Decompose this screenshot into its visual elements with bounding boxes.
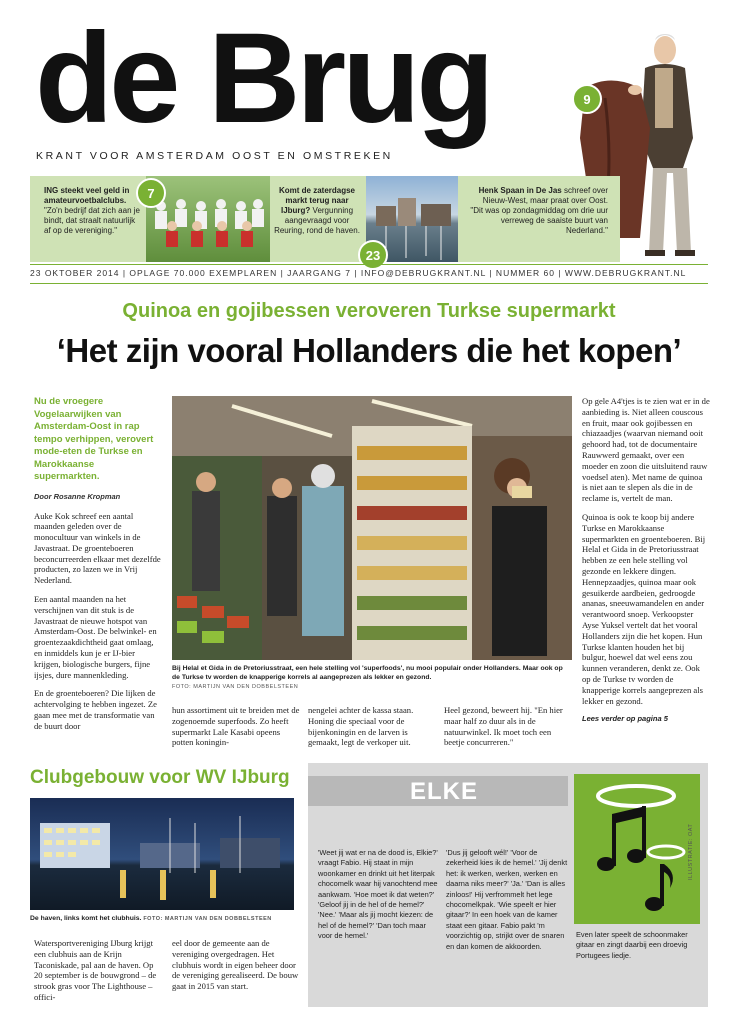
page-badge-23[interactable]: 23	[358, 240, 388, 270]
teaser-henk-spaan[interactable]	[470, 186, 608, 236]
teaser-ing-bold: ING steekt veel geld in amateurvoetbalclubs.	[44, 186, 130, 205]
harbour-caption-text: De haven, links komt het clubhuis.	[30, 915, 142, 922]
elke-col1: 'Weet jij wat er na de dood is, Elkie?' vraagt Fabio. Hij staat in mijn woonkamer en drinkt uit het literpak chocomelk waar hij vanochtend mee aankwam. 'Hoe moet ik dat weten?' 'Geloof jij in de hel of de hemel?' 'Nee.' 'Maar als jij mocht kiezen: de hel of de hemel?' 'Dan toch maar voor de hemel.'	[318, 848, 438, 941]
infobar-bottom-rule	[30, 283, 708, 284]
read-more-link[interactable]: Lees verder op pagina 5	[582, 714, 668, 724]
article-col1-p1: Auke Kok schreef een aantal maanden geleden over de monocultuur van winkels in de Javastraat. De groenteboeren beconcurreerden elkaar met dezelfde producten, zo lazen we in Vrij Nederland.	[34, 510, 161, 586]
article-headline[interactable]: ‘Het zijn vooral Hollanders die het kopen’	[56, 332, 682, 369]
article-col1-p2: Een aantal maanden na het verschijnen van dit stuk is de Javastraat de nieuwe hotspot van Amsterdam-Oost. De belwinkel- en groentezaakdichtheid gaat omlaag, en inmiddels kun je er IJ-bier krijgen, biologische burgers, fijne ijsjes, dure mannenkleding.	[34, 594, 157, 680]
teaser-henk-bold: Henk Spaan in De Jas	[478, 186, 562, 195]
article-col3: nengelei achter de kassa staan. Honing die speciaal voor de bijenkoningin en de larven is gemaakt, legt de verkoper uit.	[308, 705, 414, 748]
club-col1: Watersportvereniging IJburg krijgt een clubhuis aan de Krijn Taconiskade, pal aan de haven. Op 20 september is de bouwgrond – de strook gras voor The Lighthouse – offici-	[34, 938, 157, 1002]
article-right-p2: Quinoa is ook te koop bij andere Turkse en Marokkaanse supermarkten en groenteboeren. Bij Helal et Gida in de Pretoriusstraat hebben ze een hele stelling vol gezonde en lekkere dingen. Hennepzaadjes, quinoa maar ook gesuikerde aardbeien, gedroogde ananas, sneeuwamandelen en ander verantwoord snoep. Verkoopster Ayse Yuksel vertelt dat het vooral Hollanders zijn die het kopen. Hun Turkse klanten houden het bij bulgur, hoewel dat wel eens zou kunnen veranderen, denkt ze. Ook op de Turkse tv worden de knapperige korrels aangeprezen als lekker en gezond.	[582, 511, 706, 706]
infobar-top-rule	[30, 264, 708, 265]
teaser-ing-text: "Zo'n bedrijf dat zich aan je bindt, dat straalt natuurlijk af op de vereniging."	[44, 206, 140, 235]
article-right-p1: Op gele A4'tjes is te zien wat er in de aanbieding is. Niet alleen couscous en fruit, maar ook gojibessen en chiazaadjes (waarvan niemand ooit gehoord had, tot de documentaire Rauwwerd gemaakt, over een moeder en zoon die uitsluitend rauw voedsel aten). Met name de quinoa is niet aan te slepen als die in de reclame is, vertelt de man.	[582, 396, 710, 504]
article-col2: hun assortiment uit te breiden met de zogenoemde superfoods. Zo heeft supermarkt Lale Kasabi opeens potten koningin-	[172, 705, 300, 748]
harbour-photo-caption	[30, 914, 294, 924]
teaser-market-text: Vergunning aangevraagd voor Reuring, rond de haven.	[274, 206, 360, 235]
supermarket-photo	[172, 396, 572, 660]
teaser-ing[interactable]	[44, 186, 144, 236]
article-intro: Nu de vroegere Vogelaarwijken van Amsterdam-Oost in rap tempo verhippen, verovert mode-eten de Turkse en Marokkaanse supermarkten.	[34, 396, 154, 482]
article-col1-p3: En de groenteboeren? Die lijken de achtervolging te hebben ingezet. Ze gaan mee met de transformatie van de buurt door	[34, 688, 157, 731]
club-col2: eel door de gemeente aan de vereniging overgedragen. Het clubhuis wordt in eigen beheer door de vereniging gerealiseerd. De bouw gaat in 2015 van start.	[172, 938, 299, 992]
teaser-market-bold: Komt de zaterdagse markt terug naar IJburg?	[278, 186, 356, 215]
teaser-market[interactable]	[272, 186, 362, 236]
page-badge-9[interactable]: 9	[572, 84, 602, 114]
article-byline: Door Rosanne Kropman	[34, 491, 121, 501]
club-headline[interactable]: Clubgebouw voor WV IJburg	[30, 767, 290, 788]
masthead-title: de Brug	[35, 7, 491, 150]
teaser-henk-text: schreef over Nieuw-West, maar praat over Oost. "Dit was op zondagmiddag om drie uur verreweg de saaiste buurt van Nederland."	[470, 186, 608, 235]
supermarket-photo-caption: Bij Helal et Gida in de Pretoriusstraat, een hele stelling vol 'superfoods', nu mooi populair onder Hollanders. Maar ook op de Turkse tv worden de knapperige korrels al aangeprezen als lekker en gezond.	[172, 665, 563, 681]
harbour-photo-credit: FOTO: MARTIJN VAN DEN DOBBELSTEEN	[143, 916, 272, 922]
supermarket-photo-credit: FOTO: MARTIJN VAN DEN DOBBELSTEEN	[172, 684, 299, 690]
infobar: 23 OKTOBER 2014 | OPLAGE 70.000 EXEMPLAREN | JAARGANG 7 | INFO@DEBRUGKRANT.NL | NUMMER 60 | WWW.DEBRUGKRANT.NL	[30, 268, 687, 278]
right-column	[582, 396, 710, 725]
left-column	[34, 396, 162, 740]
article-kicker: Quinoa en gojibessen veroveren Turkse supermarkt	[122, 300, 616, 322]
masthead-tagline: KRANT VOOR AMSTERDAM OOST EN OMSTREKEN	[36, 150, 393, 162]
elke-col3: Even later speelt de schoonmaker gitaar en zingt daarbij een droevig Portugees liedje.	[576, 930, 688, 960]
elke-title[interactable]: ELKE	[410, 778, 479, 805]
article-col4: Heel gezond, beweert hij. "En hier maar half zo duur als in de natuurwinkel. Ik moet toch een beetje concurreren."	[444, 705, 563, 748]
illustration-credit: ILLUSTRATIE: OAT	[688, 823, 694, 880]
page-badge-7[interactable]: 7	[136, 178, 166, 208]
elke-col2: 'Dus jij gelooft wél!' 'Voor de zekerheid kies ik de hemel.' 'Jij denkt het: ik werken, werken, werken en daarna niks meer?' 'Ja.' 'Dan is alles zinloos!' Hij verfrommelt het lege chocomelkpak. 'Wie speelt er hier gitaar?' In een hoek van de kamer staat een gitaar. Fabio pakt 'm voorzichtig op, strijkt over de snaren en dan komen de akkoorden.	[446, 848, 568, 951]
music-notes-illustration	[574, 774, 700, 924]
harbour-photo	[30, 798, 294, 910]
